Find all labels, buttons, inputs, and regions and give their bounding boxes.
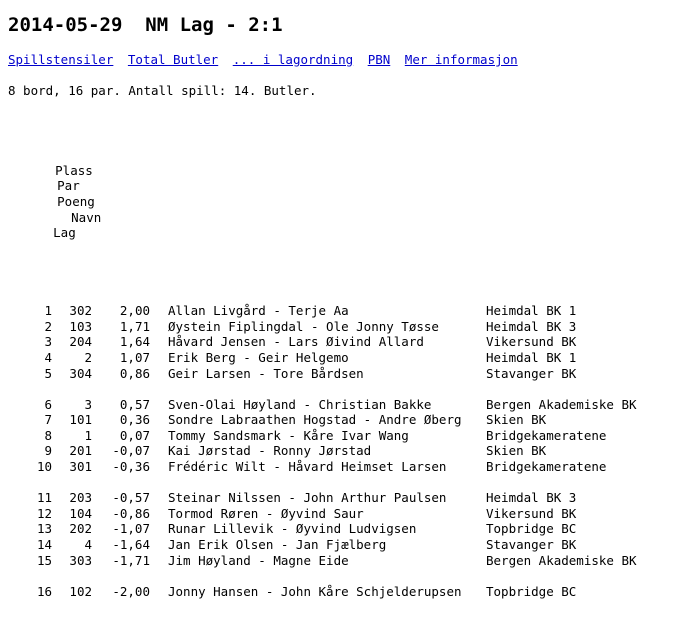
cell-lag: Stavanger BK — [486, 537, 577, 553]
cell-lag: Vikersund BK — [486, 505, 577, 521]
table-row — [8, 366, 671, 382]
cell-par: 202 — [69, 521, 92, 537]
cell-par: 103 — [69, 318, 92, 334]
cell-plass: 2 — [44, 318, 52, 334]
cell-navn: Håvard Jensen - Lars Øivind Allard — [168, 334, 424, 350]
cell-navn: Allan Livgård - Terje Aa — [168, 303, 349, 319]
cell-poeng: -1,64 — [112, 537, 150, 553]
cell-lag: Bergen Akademiske BK — [486, 552, 637, 568]
table-row — [8, 350, 671, 366]
nav-links — [8, 52, 671, 67]
cell-lag: Heimdal BK 1 — [486, 303, 577, 319]
cell-navn: Øystein Fiplingdal - Ole Jonny Tøsse — [168, 318, 439, 334]
table-row-spacer — [8, 475, 671, 491]
cell-poeng: -1,71 — [112, 552, 150, 568]
nav-link-spillstensiler[interactable]: Spillstensiler — [8, 52, 114, 67]
page-title: 2014-05-29 NM Lag - 2:1 — [8, 14, 283, 36]
nav-link-pbn[interactable]: PBN — [367, 52, 391, 67]
cell-par: 102 — [69, 583, 92, 599]
cell-lag: Topbridge BC — [486, 521, 577, 537]
cell-navn: Runar Lillevik - Øyvind Ludvigsen — [168, 521, 417, 537]
cell-par: 302 — [69, 303, 92, 319]
nav-link-total-butler[interactable]: Total Butler — [127, 52, 219, 67]
results-table — [8, 116, 671, 631]
column-header-plass: Plass — [55, 162, 93, 178]
cell-plass: 15 — [36, 552, 52, 568]
cell-plass: 10 — [36, 459, 52, 475]
cell-plass: 7 — [44, 412, 52, 428]
table-row — [8, 428, 671, 444]
cell-poeng: -0,86 — [112, 505, 150, 521]
column-header-par: Par — [57, 178, 80, 194]
cell-poeng: -2,00 — [112, 583, 150, 599]
table-row — [8, 553, 671, 569]
cell-par: 303 — [69, 552, 92, 568]
cell-poeng: 0,07 — [119, 427, 150, 443]
cell-plass: 6 — [44, 396, 52, 412]
cell-poeng: -1,07 — [112, 521, 150, 537]
cell-poeng: -0,36 — [112, 459, 150, 475]
cell-par: 201 — [69, 443, 92, 459]
cell-navn: Sven-Olai Høyland - Christian Bakke — [168, 396, 432, 412]
column-header-lag: Lag — [53, 225, 76, 241]
cell-lag: Heimdal BK 3 — [486, 490, 577, 506]
cell-navn: Jonny Hansen - John Kåre Schjelderupsen — [168, 583, 462, 599]
table-row — [8, 506, 671, 522]
nav-link-mer-informasjon[interactable]: Mer informasjon — [404, 52, 518, 67]
table-row — [8, 584, 671, 600]
table-row — [8, 459, 671, 475]
cell-lag: Bergen Akademiske BK — [486, 396, 637, 412]
table-row — [8, 319, 671, 335]
cell-plass: 12 — [36, 505, 52, 521]
cell-par: 104 — [69, 505, 92, 521]
cell-navn: Tommy Sandsmark - Kåre Ivar Wang — [168, 427, 409, 443]
cell-navn: Frédéric Wilt - Håvard Heimset Larsen — [168, 459, 447, 475]
cell-navn: Tormod Røren - Øyvind Saur — [168, 505, 364, 521]
cell-navn: Steinar Nilssen - John Arthur Paulsen — [168, 490, 447, 506]
cell-lag: Bridgekameratene — [486, 459, 607, 475]
cell-navn: Geir Larsen - Tore Bårdsen — [168, 365, 364, 381]
cell-poeng: 0,36 — [119, 412, 150, 428]
cell-lag: Stavanger BK — [486, 365, 577, 381]
cell-lag: Skien BK — [486, 412, 547, 428]
table-row — [8, 521, 671, 537]
table-row — [8, 537, 671, 553]
cell-navn: Jim Høyland - Magne Eide — [168, 552, 349, 568]
cell-poeng: 2,00 — [119, 303, 150, 319]
cell-par: 203 — [69, 490, 92, 506]
cell-plass: 3 — [44, 334, 52, 350]
cell-par: 2 — [84, 349, 92, 365]
table-row-spacer — [8, 568, 671, 584]
cell-par: 101 — [69, 412, 92, 428]
cell-par: 304 — [69, 365, 92, 381]
cell-plass: 11 — [36, 490, 52, 506]
table-header-row — [8, 147, 671, 256]
event-summary: 8 bord, 16 par. Antall spill: 14. Butler. — [8, 83, 317, 98]
column-header-navn: Navn — [71, 209, 102, 225]
cell-poeng: 1,07 — [119, 349, 150, 365]
cell-navn: Jan Erik Olsen - Jan Fjælberg — [168, 537, 387, 553]
nav-link-i-lagordning[interactable]: ... i lagordning — [232, 52, 354, 67]
cell-navn: Kai Jørstad - Ronny Jørstad — [168, 443, 372, 459]
cell-lag: Topbridge BC — [486, 583, 577, 599]
cell-poeng: 1,71 — [119, 318, 150, 334]
cell-lag: Heimdal BK 1 — [486, 349, 577, 365]
cell-plass: 9 — [44, 443, 52, 459]
cell-plass: 1 — [44, 303, 52, 319]
cell-poeng: -0,57 — [112, 490, 150, 506]
cell-plass: 5 — [44, 365, 52, 381]
cell-lag: Bridgekameratene — [486, 427, 607, 443]
table-body — [8, 303, 671, 599]
cell-poeng: -0,07 — [112, 443, 150, 459]
cell-lag: Skien BK — [486, 443, 547, 459]
cell-poeng: 0,57 — [119, 396, 150, 412]
cell-par: 4 — [84, 537, 92, 553]
table-row — [8, 490, 671, 506]
cell-poeng: 0,86 — [119, 365, 150, 381]
cell-navn: Erik Berg - Geir Helgemo — [168, 349, 349, 365]
cell-par: 301 — [69, 459, 92, 475]
cell-par: 3 — [84, 396, 92, 412]
cell-plass: 8 — [44, 427, 52, 443]
cell-plass: 16 — [36, 583, 52, 599]
cell-plass: 4 — [44, 349, 52, 365]
cell-navn: Sondre Labraathen Hogstad - Andre Øberg — [168, 412, 462, 428]
cell-par: 204 — [69, 334, 92, 350]
cell-par: 1 — [84, 427, 92, 443]
cell-plass: 14 — [36, 537, 52, 553]
cell-lag: Vikersund BK — [486, 334, 577, 350]
table-row — [8, 303, 671, 319]
cell-plass: 13 — [36, 521, 52, 537]
cell-poeng: 1,64 — [119, 334, 150, 350]
table-row-spacer — [8, 381, 671, 397]
table-row — [8, 412, 671, 428]
table-row — [8, 334, 671, 350]
column-header-poeng: Poeng — [57, 193, 95, 209]
table-row — [8, 397, 671, 413]
table-row — [8, 443, 671, 459]
cell-lag: Heimdal BK 3 — [486, 318, 577, 334]
